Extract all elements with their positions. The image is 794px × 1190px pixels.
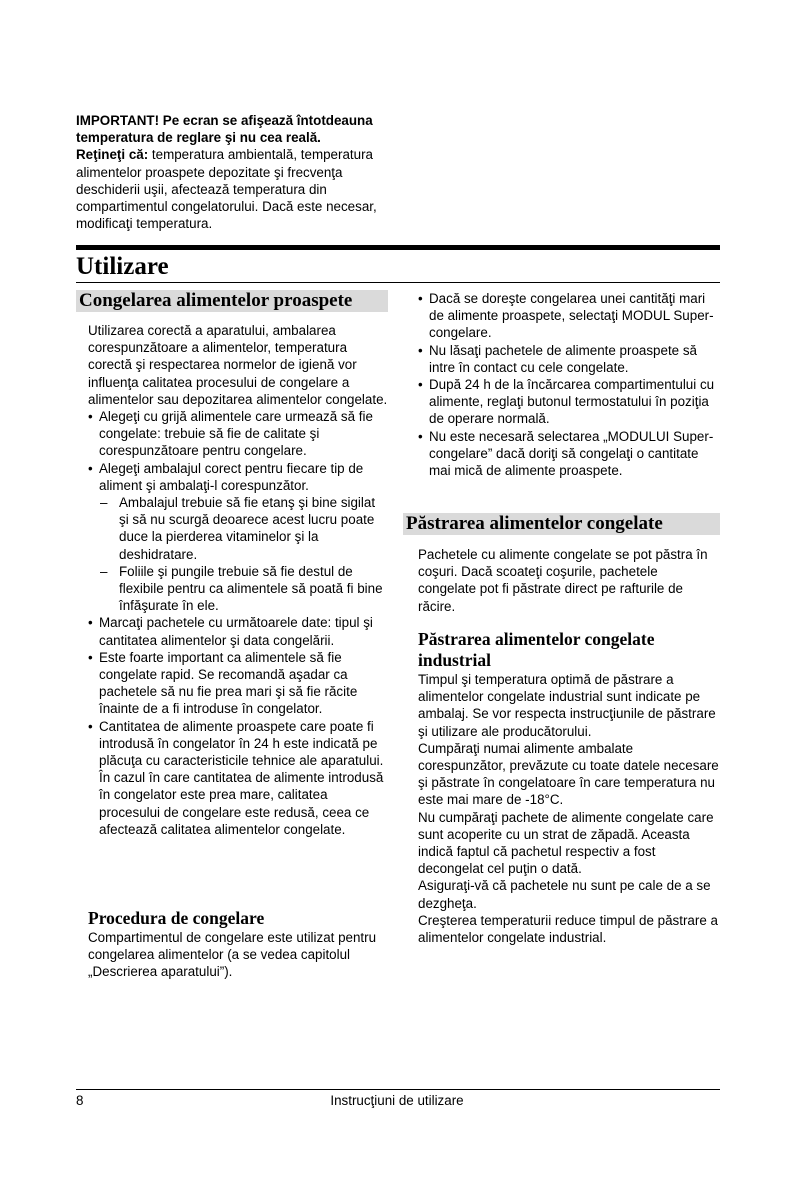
industrial-paragraph: Timpul şi temperatura optimă de păstrare a alimentelor congelate industrial sunt indicate pe ambalaj. Se vor respecta instrucţiunile de păstrare şi utilizare ale producătorului. xyxy=(418,672,716,739)
industrial-title-line2: industrial xyxy=(418,650,491,670)
industrial-paragraph: Cumpăraţi numai alimente ambalate corespunzător, prevăzute cu toate datele necesare şi păstrate în congelatoare în care temperatura nu este mai mare de -18°C. xyxy=(418,740,719,808)
chapter-rule-bottom xyxy=(76,282,720,283)
freezing-right-content xyxy=(418,290,718,479)
list-item: • După 24 h de la încărcarea compartimentului cu alimente, reglaţi butonul termostatului în poziţia de operare normală. xyxy=(418,376,718,428)
dash-item: – Foliile şi pungile trebuie să fie destul de flexibile pentru ca alimentele să poată fi bine înfăşurate în ele. xyxy=(99,563,388,615)
storage-text: Pachetele cu alimente congelate se pot păstra în coşuri. Dacă scoateţi coşurile, pachetele congelate pot fi păstrate direct pe rafturile de răcire. xyxy=(418,547,708,614)
freezing-intro: Utilizarea corectă a aparatului, ambalarea corespunzătoare a alimentelor, temperatura corectă şi respectarea normelor de igienă vor influenţa calitatea procesului de congelare a alimentelor sau depozitarea alimentelor congelate. xyxy=(88,323,388,407)
chapter-title: Utilizare xyxy=(76,253,169,280)
list-item: • Alegeţi cu grijă alimentele care urmează să fie congelate: trebuie să fie de calitate şi corespunzătoare pentru congelare. xyxy=(88,408,388,460)
industrial-paragraph: Asiguraţi-vă că pachetele nu sunt pe cale de a se dezgheţa. xyxy=(418,878,711,911)
note-label: Reţineţi că: xyxy=(76,147,149,163)
list-item: • Este foarte important ca alimentele să fie congelate rapid. Se recomandă aşadar ca pachetele să nu fie prea mari şi să fie răcite înainte de a fi introduse în congelator. xyxy=(88,649,388,718)
note-paragraph xyxy=(76,146,396,232)
dash-item: – Ambalajul trebuie să fie etanş şi bine sigilat şi să nu scurgă deoarece acest lucru poate duce la pierderea vitaminelor şi la deshidratare. xyxy=(99,494,388,563)
storage-content xyxy=(418,546,718,615)
note-text: temperatura ambientală, temperatura alimentelor proaspete depozitate şi frecvenţa deschiderii uşii, afectează temperatura din compartimentul congelatorului. Dacă este necesar, modificaţi temperatura. xyxy=(76,147,377,232)
industrial-paragraph: Creşterea temperaturii reduce timpul de păstrare a alimentelor congelate industrial. xyxy=(418,912,718,946)
list-item-text: Alegeţi ambalajul corect pentru fiecare tip de aliment şi ambalaţi-l corespunzător. xyxy=(99,460,364,493)
freezing-right-bullet-list xyxy=(418,290,718,479)
list-item: • Cantitatea de alimente proaspete care poate fi introdusă în congelator în 24 h este indicată pe plăcuţa cu caracteristicile tehnice ale aparatului. În cazul în care cantitatea de alimente introdusă în congelator este prea mare, calitatea procesului de congelare este redusă, ceea ce afectează calitatea alimentelor congelate. xyxy=(88,718,388,838)
industrial-title xyxy=(418,629,720,671)
important-notice: IMPORTANT! Pe ecran se afişează întotdeauna temperatura de reglare şi nu cea reală. xyxy=(76,113,373,146)
footer-rule xyxy=(76,1089,720,1090)
list-item: • Nu este necesară selectarea „MODULUI Super-congelare” dacă doriţi să congelaţi o cantitate mai mică de alimente proaspete. xyxy=(418,428,718,480)
list-item: • Nu lăsaţi pachetele de alimente proaspete să intre în contact cu cele congelate. xyxy=(418,342,718,376)
list-item: • Dacă se doreşte congelarea unei cantităţi mari de alimente proaspete, selectaţi MODUL Super-congelare. xyxy=(418,290,718,342)
page-number: 8 xyxy=(76,1093,84,1108)
procedure-section xyxy=(88,908,388,981)
industrial-text xyxy=(418,671,720,946)
industrial-section xyxy=(418,629,720,946)
freezing-content xyxy=(88,322,388,838)
industrial-paragraph: Nu cumpăraţi pachete de alimente congelate care sunt acoperite cu un strat de zăpadă. Aceasta indică faptul că pachetul respectiv a fost decongelat cel puţin o dată. xyxy=(418,809,714,877)
freezing-bullet-list xyxy=(88,408,388,838)
packaging-dash-list xyxy=(99,494,388,614)
notice-box xyxy=(76,112,396,232)
section-storage-title: Păstrarea alimentelor congelate xyxy=(403,513,720,535)
list-item xyxy=(88,460,388,615)
list-item: • Marcaţi pachetele cu următoarele date: tipul şi cantitatea alimentelor şi data congelării. xyxy=(88,614,388,648)
footer-title: Instrucţiuni de utilizare xyxy=(330,1093,464,1108)
procedure-text: Compartimentul de congelare este utilizat pentru congelarea alimentelor (a se vedea capitolul „Descrierea aparatului”). xyxy=(88,930,377,980)
section-freezing-title: Congelarea alimentelor proaspete xyxy=(76,290,388,312)
industrial-title-line1: Păstrarea alimentelor congelate xyxy=(418,629,655,649)
procedure-title: Procedura de congelare xyxy=(88,908,265,928)
chapter-rule-top xyxy=(76,245,720,250)
